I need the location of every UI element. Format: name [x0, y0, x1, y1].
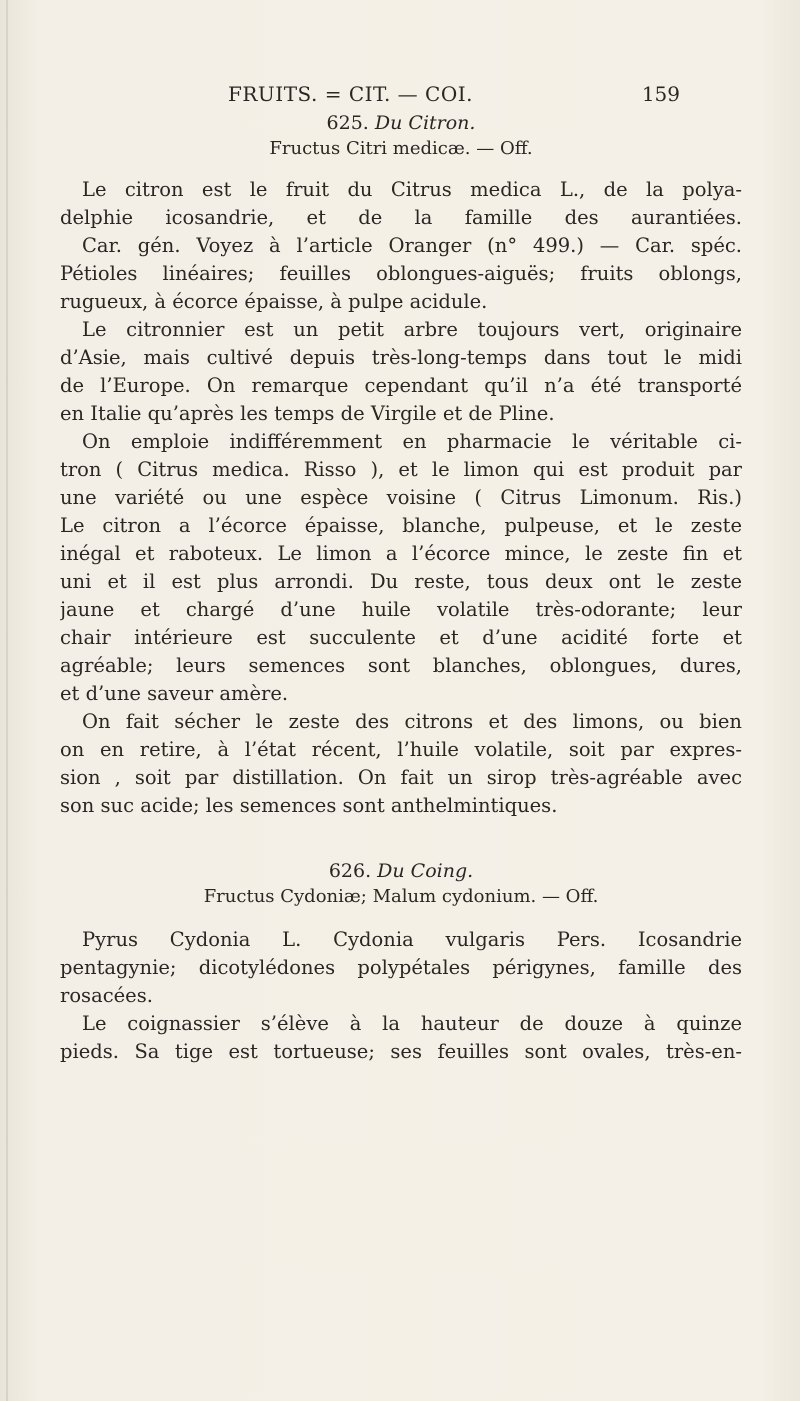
text-line: en Italie qu’après les temps de Virgile et de Pline.: [60, 402, 555, 425]
text-line: On fait sécher le zeste des citrons et des limons, ou bien: [82, 710, 742, 733]
entry-subheading: Fructus Cydoniæ; Malum cydonium. — Off.: [203, 886, 599, 907]
text-line: agréable; leurs semences sont blanches, oblongues, dures,: [60, 654, 742, 677]
text-line: rugueux, à écorce épaisse, à pulpe acidule.: [60, 290, 488, 313]
text-line: son suc acide; les semences sont anthelmintiques.: [60, 794, 558, 817]
text-line: Le citronnier est un petit arbre toujours vert, originaire: [82, 318, 742, 341]
text-line: tron ( Citrus medica. Risso ), et le limon qui est produit par: [60, 458, 742, 481]
entry-number: 625.: [326, 112, 369, 134]
text-line: chair intérieure est succulente et d’une acidité forte et: [60, 626, 742, 649]
running-head: [120, 82, 680, 112]
entry-heading: [60, 858, 742, 884]
entry-citron: [60, 110, 742, 820]
text-line: jaune et chargé d’une huile volatile très-odorante; leur: [60, 598, 742, 621]
text-line: de l’Europe. On remarque cependant qu’il n’a été transporté: [60, 374, 742, 397]
entry-subheading: Fructus Citri medicæ. — Off.: [269, 138, 533, 159]
text-line: sion , soit par distillation. On fait un sirop très-agréable avec: [60, 766, 742, 789]
text-line: Pétioles linéaires; feuilles oblongues-aiguës; fruits oblongs,: [60, 262, 742, 285]
text-line: et d’une saveur amère.: [60, 682, 289, 705]
text-line: inégal et raboteux. Le limon a l’écorce mince, le zeste fin et: [60, 542, 742, 565]
text-line: delphie icosandrie, et de la famille des aurantiées.: [60, 206, 742, 229]
text-line: on en retire, à l’état récent, l’huile volatile, soit par expres-: [60, 738, 742, 761]
entry-title: Du Coing.: [377, 860, 474, 882]
page-number: 159: [641, 82, 680, 106]
text-line: Le citron a l’écorce épaisse, blanche, pulpeuse, et le zeste: [60, 514, 742, 537]
running-head-title: FRUITS. = CIT. — COI.: [228, 82, 473, 106]
entry-coing: [60, 858, 742, 1066]
text-line: rosacées.: [60, 984, 153, 1007]
text-line: Pyrus Cydonia L. Cydonia vulgaris Pers. Icosandrie: [82, 928, 742, 951]
text-line: pentagynie; dicotylédones polypétales périgynes, famille des: [60, 956, 742, 979]
text-line: On emploie indifféremment en pharmacie le véritable ci-: [82, 430, 742, 453]
text-line: une variété ou une espèce voisine ( Citrus Limonum. Ris.): [60, 486, 742, 509]
entry-number: 626.: [328, 860, 372, 882]
text-line: pieds. Sa tige est tortueuse; ses feuilles sont ovales, très-en-: [60, 1040, 742, 1063]
text-line: uni et il est plus arrondi. Du reste, tous deux ont le zeste: [60, 570, 742, 593]
text-line: Le citron est le fruit du Citrus medica L., de la polya-: [82, 178, 742, 201]
entry-heading: [60, 110, 742, 136]
text-line: Car. gén. Voyez à l’article Oranger (n° 499.) — Car. spéc.: [82, 234, 742, 257]
page-gutter: [6, 0, 8, 1401]
entry-title: Du Citron.: [374, 112, 476, 134]
text-line: d’Asie, mais cultivé depuis très-long-temps dans tout le midi: [60, 346, 742, 369]
text-line: Le coignassier s’élève à la hauteur de douze à quinze: [82, 1012, 742, 1035]
